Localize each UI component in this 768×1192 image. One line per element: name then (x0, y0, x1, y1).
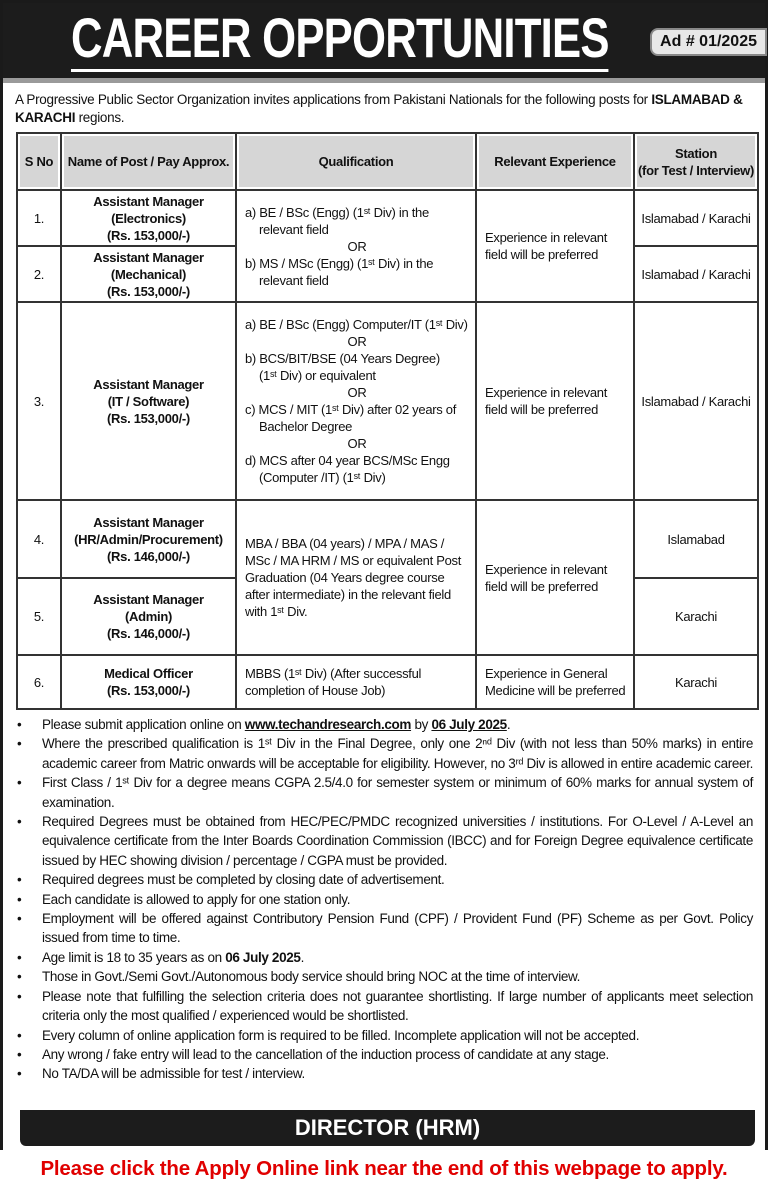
note-item: • Where the prescribed qualification is 1ˢᵗ Div in the Final Degree, only one 2ⁿᵈ Div (with not less than 50% marks) in entire academic career from Matric onwards will be acceptable for eligibility. However, no 3ʳᵈ Div is allowed in entire academic career. (17, 734, 753, 773)
qualification: MBA / BBA (04 years) / MPA / MAS / MSc / MA HRM / MS or equivalent Post Graduation (04 Years degree course after intermediate) in the relevant field with 1ˢᵗ Div. (236, 500, 476, 655)
note-item: • Any wrong / fake entry will lead to the cancellation of the induction process of candidate at any stage. (17, 1045, 753, 1064)
table-row: 5. Assistant Manager (Admin) (Rs. 146,000/-) Karachi (17, 578, 758, 655)
col-post: Name of Post / Pay Approx. (61, 133, 236, 190)
experience: Experience in relevant field will be preferred (476, 190, 634, 302)
station: Karachi (634, 578, 758, 655)
col-station: Station (for Test / Interview) (634, 133, 758, 190)
experience: Experience in General Medicine will be preferred (476, 655, 634, 709)
experience: Experience in relevant field will be preferred (476, 500, 634, 655)
col-experience: Relevant Experience (476, 133, 634, 190)
post-name: Assistant Manager (Electronics) (Rs. 153,000/-) (61, 190, 236, 246)
post-name: Assistant Manager (HR/Admin/Procurement) (Rs. 146,000/-) (61, 500, 236, 578)
website-link[interactable]: www.techandresearch.com (244, 717, 412, 732)
note-item: • Age limit is 18 to 35 years as on 06 July 2025. (17, 948, 753, 967)
col-sno: S No (17, 133, 61, 190)
note-item: • Employment will be offered against Contributory Pension Fund (CPF) / Provident Fund (PF) Scheme as per Govt. Policy issued from time to time. (17, 909, 753, 948)
post-name: Assistant Manager (IT / Software) (Rs. 153,000/-) (61, 302, 236, 500)
post-name: Assistant Manager (Mechanical) (Rs. 153,000/-) (61, 246, 236, 302)
table-row: 1. Assistant Manager (Electronics) (Rs. 153,000/-) a) BE / BSc (Engg) (1ˢᵗ Div) in the relevant field OR b) MS / MSc (Engg) (1ˢᵗ Div) in the relevant field Experience in relevant field will be preferred Islamabad / Karachi (17, 190, 758, 246)
table-row: 2. Assistant Manager (Mechanical) (Rs. 153,000/-) Islamabad / Karachi (17, 246, 758, 302)
note-item: • No TA/DA will be admissible for test / interview. (17, 1064, 753, 1083)
station: Islamabad (634, 500, 758, 578)
ad-number-badge: Ad # 01/2025 (650, 28, 767, 56)
qualification: a) BE / BSc (Engg) (1ˢᵗ Div) in the relevant field OR b) MS / MSc (Engg) (1ˢᵗ Div) in the relevant field (236, 190, 476, 302)
post-name: Medical Officer (Rs. 153,000/-) (61, 655, 236, 709)
note-item: • Each candidate is allowed to apply for one station only. (17, 890, 753, 909)
experience: Experience in relevant field will be preferred (476, 302, 634, 500)
qualification: a) BE / BSc (Engg) Computer/IT (1ˢᵗ Div) OR b) BCS/BIT/BSE (04 Years Degree) (1ˢᵗ Div) or equivalent OR c) MCS / MIT (1ˢᵗ Div) after 02 years of Bachelor Degree OR d) MCS after 04 year BCS/MSc Engg (Computer /IT) (1ˢᵗ Div) (236, 302, 476, 500)
note-item: • First Class / 1ˢᵗ Div for a degree means CGPA 2.5/4.0 for semester system or minimum of 60% marks for annual system of examination. (17, 773, 753, 812)
note-item: • Those in Govt./Semi Govt./Autonomous body service should bring NOC at the time of interview. (17, 967, 753, 986)
page-title: CAREER OPPORTUNITIES (71, 7, 609, 72)
signatory: DIRECTOR (HRM) (20, 1110, 755, 1146)
note-item: • Every column of online application form is required to be filled. Incomplete application will not be accepted. (17, 1026, 753, 1045)
post-name: Assistant Manager (Admin) (Rs. 146,000/-) (61, 578, 236, 655)
note-item: • Required degrees must be completed by closing date of advertisement. (17, 870, 753, 889)
table-row: 4. Assistant Manager (HR/Admin/Procurement) (Rs. 146,000/-) MBA / BBA (04 years) / MPA / MAS / MSc / MA HRM / MS or equivalent Post Graduation (04 Years degree course after intermediate) in the relevant field with 1ˢᵗ Div. Experience in relevant field will be preferred Islamabad (17, 500, 758, 578)
notes-list (3, 710, 765, 1084)
qualification: MBBS (1ˢᵗ Div) (After successful completion of House Job) (236, 655, 476, 709)
posts-table (16, 132, 759, 710)
station: Karachi (634, 655, 758, 709)
apply-note: Please click the Apply Online link near the end of this webpage to apply. (40, 1157, 728, 1180)
note-item: • Required Degrees must be obtained from HEC/PEC/PMDC recognized universities / institutions. For O-Level / A-Level an equivalence certificate from the Inter Boards Coordination Commission (IBCC) and for Foreign Degree equivalence certificate issued by HEC showing division / percentage / CGPA must be provided. (17, 812, 753, 870)
note-item: • Please note that fulfilling the selection criteria does not guarantee shortlisting. If large number of applicants meet selection criteria only the most qualified / experienced would be shortlisted. (17, 987, 753, 1026)
intro-text: A Progressive Public Sector Organization invites applications from Pakistani Nationals for the following posts for ISLAMABAD & KARACHI regions. (15, 92, 743, 125)
header-bar (3, 3, 765, 83)
note-item: • Please submit application online on www.techandresearch.com by 06 July 2025. (17, 715, 753, 734)
col-qualification: Qualification (236, 133, 476, 190)
station: Islamabad / Karachi (634, 302, 758, 500)
table-header (17, 133, 758, 190)
table-row: 6. Medical Officer (Rs. 153,000/-) MBBS (1ˢᵗ Div) (After successful completion of House Job) Experience in General Medicine will be preferred Karachi (17, 655, 758, 709)
table-row: 3. Assistant Manager (IT / Software) (Rs. 153,000/-) a) BE / BSc (Engg) Computer/IT (1ˢᵗ Div) OR b) BCS/BIT/BSE (04 Years Degree) (1ˢᵗ Div) or equivalent OR c) MCS / MIT (1ˢᵗ Div) after 02 years of Bachelor Degree OR d) MCS after 04 year BCS/MSc Engg (Computer /IT) (1ˢᵗ Div) Experience in relevant field will be preferred Islamabad / Karachi (17, 302, 758, 500)
station: Islamabad / Karachi (634, 246, 758, 302)
station: Islamabad / Karachi (634, 190, 758, 246)
